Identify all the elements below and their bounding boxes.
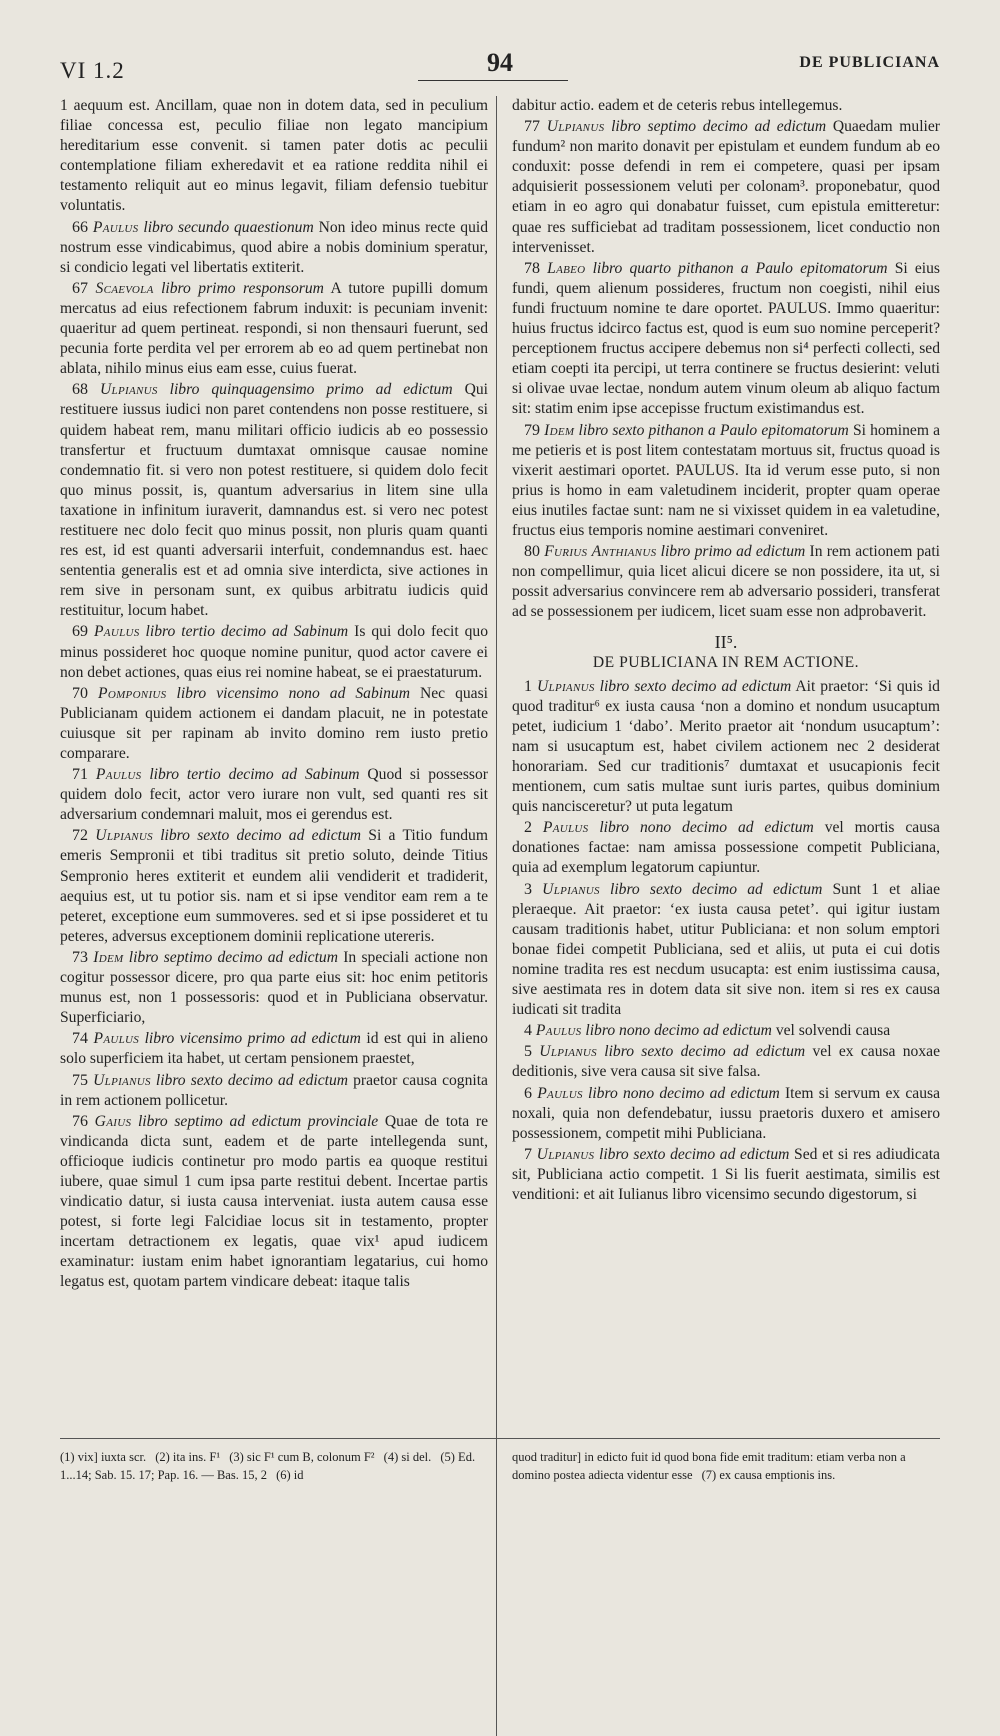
jurist-name: Scaevola: [95, 279, 154, 297]
fragment: [60, 380, 488, 621]
fragment-text: A tutore pupilli domum mercatus ad eius refectionem fabrum induxit: is pecuniam invenit: quaeritur ad quem pertineat. respondi, si non thensauri fuerunt, sed pecunia forte perdita vel per errorem ab eo ad quem pertinebat non ablata, nihilo minus eius eam esse, cuius fuerat.: [60, 279, 488, 378]
work-citation: libro septimo decimo ad edictum: [611, 118, 827, 136]
fragment-text: praetor causa cognita in rem actionem pollicetur.: [60, 1071, 488, 1109]
fragment: [60, 765, 488, 825]
fragment: [60, 218, 488, 278]
work-citation: libro sexto decimo ad edictum: [599, 677, 792, 695]
fragment-number: 73: [72, 948, 88, 966]
work-citation: libro sexto pithanon a Paulo epitomatorum: [578, 421, 849, 439]
work-citation: libro nono decimo ad edictum: [588, 1084, 780, 1102]
fragment-number: 7: [524, 1145, 532, 1163]
fragment-text: Si eius fundi, quem alienum possideres, fructum non coegisti, nihil eius fundi fructuum nomine te dare oportet. PAULUS. Immo quaeritur: huius fructus idcirco factus est, quod is eum suo nomine perceperit? perceptionem fructus accipere debemus non si⁴ perfecti collecti, sed etiam coepti ita percipi, ut terra continere se fructus desierint: veluti si olivae uvae lectae, nondum autem vinum oleum ab aliquo factum sit: statim enim ipse accepisse fructum existimandus est.: [512, 259, 940, 418]
fragment-text: Si hominem a me petieris et is post litem contestatam mortuus sit, fructus quoad is vixerit aestimari oportet. PAULUS. Ita id verum esse puto, si non prius is homo in eam valetudinem inciderit, propter quam operae eius inutiles factae sunt: nam ne si vixisset quidem in ea valetudine, fructus eius temporis nomine aestimari conveniret.: [512, 421, 941, 539]
jurist-name: Ulpianus: [546, 118, 605, 136]
jurist-name: Paulus: [95, 766, 142, 784]
fragment-number: 6: [524, 1084, 532, 1102]
fragment-number: 80: [524, 543, 540, 561]
fragment: [512, 259, 940, 420]
fragment-number: 71: [72, 766, 88, 784]
fragment: [60, 1071, 488, 1111]
fragment-text: vel mortis causa donationes factae: nam amissa possessione competit Publiciana, quia ad exemplum legatorum capiuntur.: [512, 819, 940, 877]
fragment-number: 66: [72, 218, 88, 236]
fragment-text: Ait praetor: ‘Si quis id quod traditur⁶ ex iusta causa ‘non a domino et nondum usucaptum petet, iudicium 1 ‘dabo’. Merito praetor ait ‘nondum usucaptum’: nam si usucaptum est, habet civilem actionem nec 2 desiderat honorariam. Sed cur traditionis⁷ dumtaxat et usucapionis fecit mentionem, cum satis multae sunt iuris partes, quibus dominium quis nancisceretur? ut puta legatum: [512, 677, 940, 816]
fragment: [512, 1021, 940, 1041]
work-citation: libro septimo decimo ad edictum: [128, 948, 338, 966]
footnotes-right: [512, 1448, 940, 1484]
work-citation: libro tertio decimo ad Sabinum: [145, 623, 349, 641]
fragment: [512, 677, 940, 818]
section-heading: [512, 632, 940, 672]
jurist-name: Gaius: [94, 1112, 132, 1130]
paragraph-number: 1: [60, 97, 74, 114]
right-column: [512, 96, 940, 1206]
work-citation: libro sexto decimo ad edictum: [160, 827, 362, 845]
jurist-name: Paulus: [535, 1022, 582, 1040]
fragment-text: Non ideo minus recte quid nostrum esse vindicabimus, quod abire a nobis dominium speratur, si condicio legati vel libertatis extiterit.: [60, 218, 489, 276]
page-header: [60, 44, 940, 84]
fragment: [512, 1084, 940, 1144]
fragment-text: id est qui in alieno solo superficiem ita habet, ut certam pensionem praestet,: [60, 1030, 488, 1068]
jurist-name: Ulpianus: [99, 381, 158, 399]
fragment: [512, 880, 940, 1021]
book-reference: VI 1.2: [60, 58, 125, 83]
jurist-name: Paulus: [92, 218, 139, 236]
work-citation: libro sexto decimo ad edictum: [604, 1043, 806, 1061]
fragment-number: 76: [72, 1112, 88, 1130]
fragment: [512, 818, 940, 878]
fragment: [512, 96, 940, 116]
fragment-number: 70: [72, 684, 88, 702]
fragment: [60, 1029, 488, 1069]
work-citation: libro nono decimo ad edictum: [585, 1022, 772, 1040]
jurist-name: Pomponius: [98, 684, 167, 702]
jurist-name: Ulpianus: [95, 827, 153, 845]
work-citation: libro sexto decimo ad edictum: [155, 1071, 349, 1089]
jurist-name: Paulus: [93, 623, 140, 641]
work-citation: libro quarto pithanon a Paulo epitomatorum: [592, 259, 888, 277]
header-rule: [418, 80, 568, 81]
work-citation: libro sexto decimo ad edictum: [598, 1145, 790, 1163]
fragment: [60, 948, 488, 1028]
jurist-name: Labeo: [547, 259, 586, 277]
work-citation: libro primo responsorum: [161, 279, 324, 297]
fragment-text: Qui restituere iussus iudici non paret contendens non posse restituere, si quidem habeat rem, manu militari officio iudicis ab eo possessio transfertur et fructuum dumtaxat omnisque causae nomine condemnatio fit. si vero non potest restituere, si quidem dolo fecit quo minus possit, is, quantum adversarius in litem sine ulla taxatione in infinitum iuraverit, damnandus est. si vero nec potest restituere nec dolo fecit quo minus possit, non pluris quam quanti res est, id est quanti adversarii interfuit, condemnandus est. haec sententia generalis est et ad omnia sive interdicta, sive actiones in rem sive in personam sunt, ex quibus arbitratu iudicis quid restituitur, locum habet.: [60, 381, 488, 620]
fragment: [512, 1145, 940, 1205]
fragment-number: 3: [524, 880, 532, 898]
fragment-number: 68: [72, 381, 88, 399]
right-column-fragments: [512, 96, 940, 622]
left-column: [60, 96, 488, 1294]
fragment-number: 75: [72, 1071, 88, 1089]
work-citation: libro quinquagensimo primo ad edictum: [169, 381, 453, 399]
fragment-text: Quae de tota re vindicanda dicta sunt, eadem et de parte intellegenda sunt, officioque iudicis continetur pro modo partis ea quoque restitui iubere, quae simul 1 cum ipsa parte restitui debent. Incertae partis vindicatio datur, si iusta causa interveniat. iusta autem causa esse potest, si forte legi Falcidiae locus sit in testamento, propter incertam detractionem ex legatis, quae vix¹ apud iudicem examinatur: iustam enim habet ignorantiam legatarius, cui homo legatus est, quotam partem vindicare debeat: itaque talis: [60, 1112, 489, 1291]
jurist-name: Furius Anthianus: [544, 543, 657, 561]
fragment-text: Quod si possessor quidem dolo fecit, actor vero iurare non vult, sed quanti res sit adversarium condemnari maluit, mos ei gerendus est.: [60, 766, 488, 824]
footnote: quod traditur] in edicto fuit id quod bona fide emit traditum: etiam verba non a domino postea adiecta videntur esse: [512, 1450, 906, 1482]
jurist-name: Ulpianus: [93, 1071, 151, 1089]
fragment-number: 79: [524, 421, 540, 439]
fragment: [512, 542, 940, 622]
fragment-number: 69: [72, 623, 88, 641]
footnote: (7) ex causa emptionis ins.: [701, 1468, 836, 1482]
column-divider: [496, 96, 497, 1736]
footnote: (4) si del.: [383, 1450, 432, 1464]
fragment-text: aequum est. Ancillam, quae non in dotem data, sed in peculium filiae concessa est, peculio filiae non legato mancipium hereditarium esse convenit. si tamen pater dotis ac peculii contemplatione filiam exheredavit et ea ratione reddita nihil ei testamento reliquit aut eo minus legavit, filiam defensio tuebitur voluntatis.: [60, 97, 488, 215]
fragment-text: Sed et si res adiudicata sit, Publiciana actio competit. 1 Si lis fuerit aestimata, similis est venditioni: et ait Iulianus libro vicensimo secundo digestorum, si: [512, 1145, 940, 1203]
right-column-publiciana: [512, 677, 940, 1205]
running-title: DE PUBLICIANA: [799, 54, 940, 71]
fragment-number: 4: [524, 1022, 532, 1040]
fragment: [60, 96, 488, 217]
fragment-number: 74: [72, 1030, 88, 1048]
fragment: [512, 421, 940, 542]
work-citation: libro nono decimo ad edictum: [599, 819, 814, 837]
section-title: DE PUBLICIANA IN REM ACTIONE.: [592, 653, 860, 671]
fragment: [60, 684, 488, 764]
footnote: (5) Ed. 1...14; Sab. 15. 17; Pap. 16. — Bas. 15, 2: [60, 1450, 476, 1482]
fragment: [60, 279, 488, 379]
fragment-text: Quaedam mulier fundum² non marito donavit per epistulam et eundem fundum ab eo conduxit: posse defendi in rem ei competere, quasi per ipsam adquisierit possessionem veluti per colonam³. proponebatur, quod etiam in eo agro qui donabatur fuisset, cum epistula emitteretur: quae res sufficiebat ad traditam possessionem, licet conductio non intervenisset.: [512, 118, 940, 256]
fragment-text: vel solvendi causa: [775, 1022, 891, 1040]
fragment-text: In speciali actione non cogitur possessor dicere, pro qua parte eius sit: hoc enim petitoris munus est, non 1 possessoris: quod et in Publiciana observatur. Superficiario,: [60, 948, 488, 1027]
fragment: [60, 1112, 488, 1293]
fragment-number: 5: [524, 1043, 532, 1061]
work-citation: libro vicensimo nono ad Sabinum: [176, 684, 410, 702]
jurist-name: Idem: [544, 421, 575, 439]
fragment-number: 1: [524, 677, 532, 695]
work-citation: libro secundo quaestionum: [143, 218, 314, 236]
fragment-text: vel ex causa noxae deditionis, sive vera causa sit sive falsa.: [512, 1043, 940, 1081]
work-citation: libro septimo ad edictum provinciale: [137, 1112, 379, 1130]
fragment-text: Sunt 1 et aliae pleraeque. Ait praetor: ‘ex iusta causa petet’. qui igitur iustam causam traditionis habet, utitur Publiciana: et non solum emptori bonae fidei competit Publiciana, sed et aliis, ut puta ei cui dotis nomine tradita res est necdum usucapta: est enim iustissima causa, sive aestimata res in dotem data sit sive non. item si res ex causa iudicati sit tradita: [512, 880, 941, 1019]
work-citation: libro vicensimo primo ad edictum: [144, 1030, 361, 1048]
fragment-number: 77: [524, 118, 540, 136]
fragment-number: 2: [524, 819, 532, 837]
jurist-name: Idem: [93, 948, 124, 966]
fragment: [60, 622, 488, 682]
jurist-name: Paulus: [93, 1030, 140, 1048]
fragment-text: dabitur actio. eadem et de ceteris rebus intellegemus.: [512, 97, 843, 114]
work-citation: libro primo ad edictum: [660, 543, 806, 561]
fragment: [512, 117, 940, 258]
footnote: (3) sic F¹ cum B, colonum F²: [229, 1450, 375, 1464]
footnote: (6) id: [276, 1468, 304, 1482]
work-citation: libro sexto decimo ad edictum: [609, 880, 823, 898]
fragment: [60, 826, 488, 947]
jurist-name: Ulpianus: [542, 880, 600, 898]
jurist-name: Paulus: [537, 1084, 583, 1102]
jurist-name: Ulpianus: [536, 677, 595, 695]
page-number: 94: [487, 48, 513, 77]
fragment-text: Is qui dolo fecit quo minus possideret hoc quoque nomine punitur, quod actor cavere ei non debet actiones, quas eius rei nomine habeat, se ei praestaturum.: [60, 623, 489, 681]
fragment-number: 72: [72, 827, 88, 845]
fragment-text: Si a Titio fundum emeris Sempronii et tibi traditus sit pretio soluto, deinde Titius Sempronio heres extiterit et eundem alii vendiderit et tradiderit, aequius est, ut tu potior sis. nam et si ipse venditor eam rem a te peteret, exceptione eum summoveres. sed et si ipse possideret et tu peteres, adversus exceptionem dominii replicatione utereris.: [60, 827, 488, 945]
fragment-number: 78: [524, 259, 540, 277]
fragment: [512, 1042, 940, 1082]
jurist-name: Paulus: [542, 819, 589, 837]
fragment-text: Nec quasi Publicianam quidem actionem ei dandam placuit, ne in potestate cuiusque sit per rapinam ab invito domino rem iusto pretio comparare.: [60, 684, 489, 762]
fragment-number: 67: [72, 279, 88, 297]
fragment-text: In rem actionem pati non compellimur, quia licet alicui dicere se non possidere, ita ut, si possit adversarius convincere rem ab adversario possideri, transferat ad se possessionem per iudicem, licet suam esse non adprobaverit.: [512, 543, 940, 621]
footnote-rule: [60, 1438, 940, 1439]
section-number: II⁵.: [714, 632, 738, 653]
work-citation: libro tertio decimo ad Sabinum: [149, 766, 360, 784]
jurist-name: Ulpianus: [536, 1145, 595, 1163]
footnote: (1) vix] iuxta scr.: [60, 1450, 147, 1464]
footnote: (2) ita ins. F¹: [155, 1450, 221, 1464]
jurist-name: Ulpianus: [539, 1043, 597, 1061]
fragment-text: Item si servum ex causa noxali, quia non defendebatur, iussu praetoris duxero et amisero possessionem, competit mihi Publiciana.: [512, 1084, 941, 1142]
footnotes-left: [60, 1448, 492, 1484]
